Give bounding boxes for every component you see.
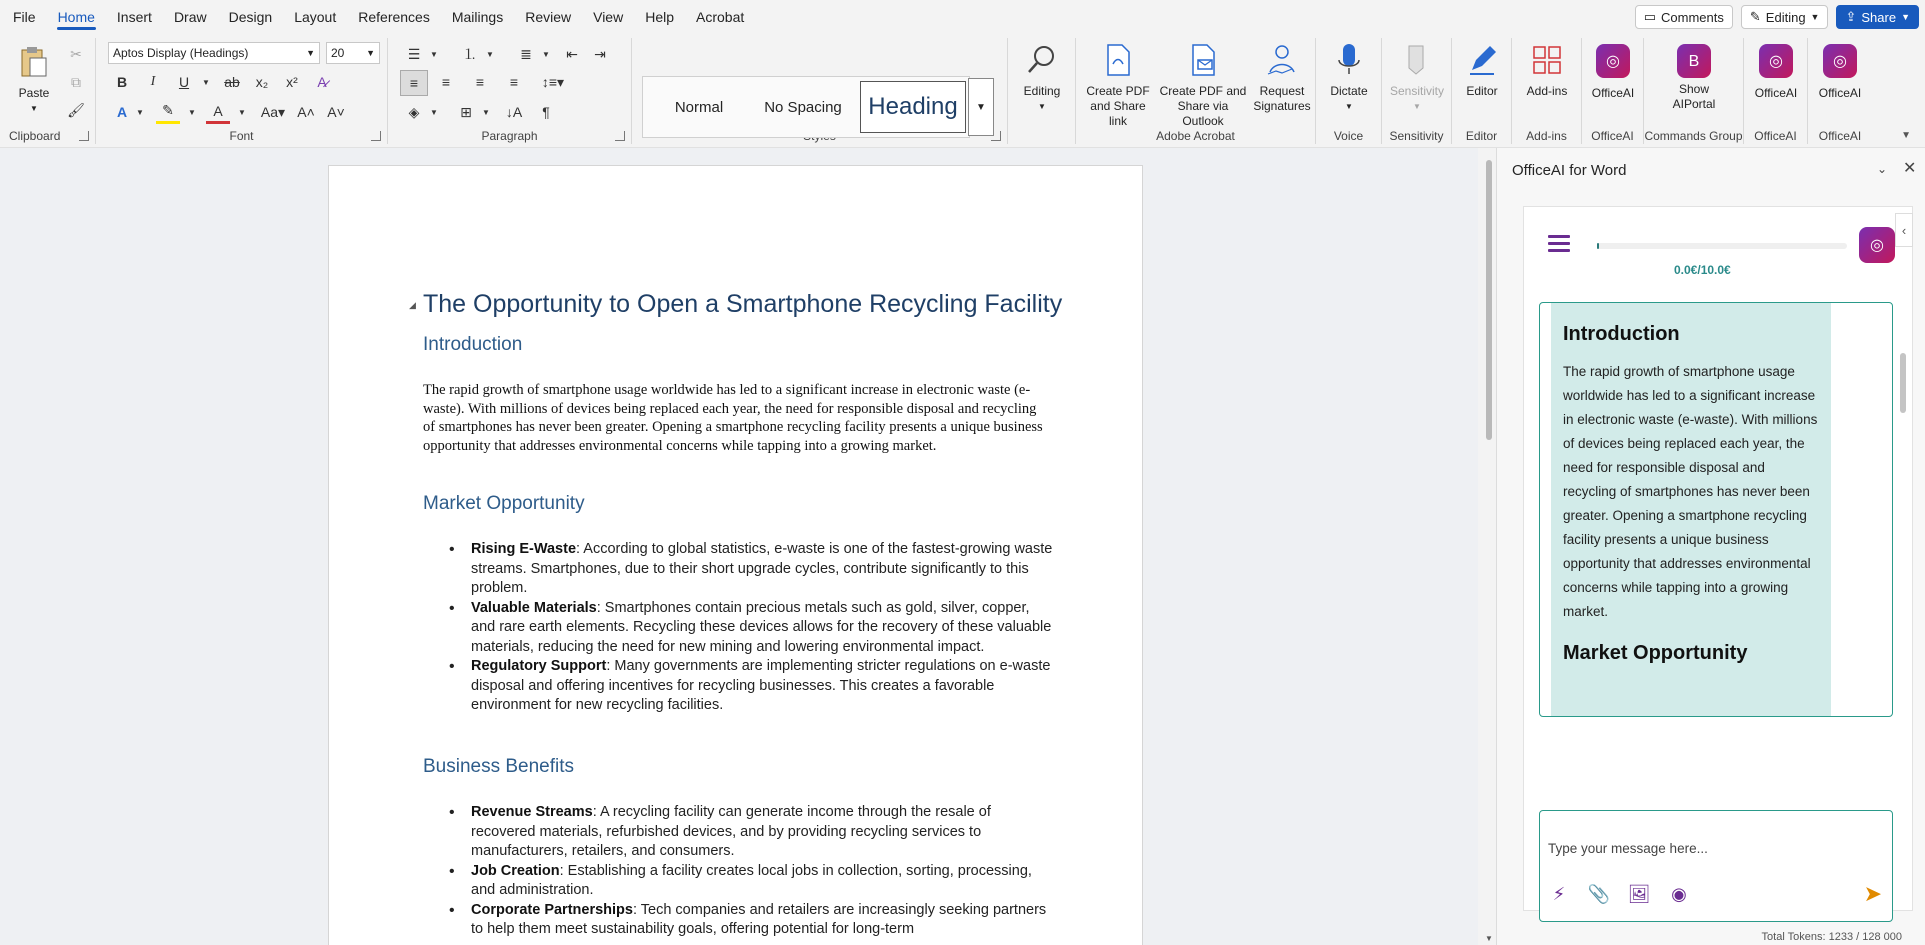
borders-icon[interactable]: ⊞ — [460, 103, 472, 120]
business-list — [423, 803, 1053, 940]
credit-progress-bar — [1597, 243, 1847, 249]
list-item: • Corporate Partnerships: Tech companies and retailers are increasingly seeking partners to help them meet sustainability goals, offering potential for long-term — [423, 901, 1053, 940]
bold-icon[interactable]: B — [116, 74, 128, 90]
chat-heading: Introduction — [1563, 323, 1680, 345]
text-effects-icon[interactable]: A — [116, 104, 128, 120]
menu-draw[interactable]: Draw — [173, 9, 207, 25]
chevron-down-icon: ▼ — [1810, 12, 1820, 22]
editing-group — [1008, 38, 1076, 144]
chevron-down-icon[interactable]: ▼ — [486, 49, 494, 59]
superscript-icon[interactable]: x² — [286, 74, 298, 90]
strikethrough-icon[interactable]: ab — [224, 74, 240, 90]
chat-message — [1551, 302, 1831, 717]
chevron-down-icon: ▼ — [1413, 102, 1421, 111]
officeai-pane — [1496, 148, 1925, 945]
chevron-down-icon: ▼ — [1038, 102, 1046, 111]
font-size-combo[interactable]: 20 ▼ — [326, 42, 380, 64]
pilcrow-icon[interactable]: ¶ — [542, 104, 550, 120]
chevron-down-icon[interactable]: ▼ — [430, 107, 438, 117]
menu-mailings[interactable]: Mailings — [451, 9, 504, 25]
editor-pen-icon — [1464, 42, 1500, 78]
format-painter-icon[interactable]: 🖌 — [67, 101, 85, 118]
menu-bar — [0, 0, 1925, 34]
chat-scrollbar-thumb[interactable] — [1900, 353, 1906, 413]
copy-icon[interactable]: ⧉ — [71, 73, 81, 90]
officeai-button-3[interactable]: ◎ OfficeAI — [1812, 44, 1868, 101]
cut-icon[interactable]: ✂ — [70, 45, 82, 62]
chevron-down-icon: ▼ — [1345, 102, 1353, 111]
document-title: The Opportunity to Open a Smartphone Recycling Facility — [423, 290, 1063, 318]
chat-paragraph: The rapid growth of smartphone usage worldwide has led to a significant increase in electronic waste (e-waste). With millions of devices being replaced each year, the need for responsible disposal and recycling of smartphones has never been greater. Opening a smartphone recycling facility presents a unique business opportunity that addresses environmental concerns while tapping into a growing market. — [1563, 364, 1818, 619]
officeai-logo-icon: ◎ — [1596, 44, 1630, 78]
editing-button[interactable]: Editing ▼ — [1018, 42, 1066, 114]
token-counter: Total Tokens: 1233 / 128 000 — [1761, 931, 1902, 943]
editor-button[interactable]: Editor — [1458, 42, 1506, 99]
business-heading: Business Benefits — [423, 756, 575, 777]
underline-icon[interactable]: U — [178, 74, 190, 90]
dictate-button[interactable]: Dictate ▼ — [1322, 42, 1376, 114]
credit-progress-fill — [1597, 243, 1599, 249]
collapse-heading-icon[interactable]: ◢ — [409, 300, 416, 310]
clear-formatting-icon[interactable]: A̷ — [317, 74, 327, 90]
font-launcher-icon[interactable] — [371, 131, 381, 141]
menu-view[interactable]: View — [593, 9, 624, 25]
ribbon-collapse-icon[interactable]: ▼ — [1901, 130, 1911, 141]
menu-acrobat[interactable]: Acrobat — [696, 9, 745, 25]
menu-home[interactable]: Home — [47, 0, 106, 34]
close-icon[interactable]: ✕ — [1903, 160, 1917, 177]
chevron-down-icon[interactable]: ▼ — [136, 107, 144, 117]
market-heading: Market Opportunity — [423, 493, 585, 514]
list-item: • Valuable Materials: Smartphones contain precious metals such as gold, silver, copper, and rare earth elements. Recycling these devices allows for the recovery of these valuable materials, reducing the need for new mining and lowering environmental impact. — [423, 599, 1053, 658]
pdf-mail-icon — [1185, 42, 1221, 78]
aiportal-logo-icon: B — [1677, 44, 1711, 78]
styles-gallery — [642, 76, 970, 138]
officeai-button-1[interactable]: ◎ OfficeAI — [1586, 44, 1640, 101]
style-no-spacing[interactable]: No Spacing — [764, 98, 842, 116]
menu-references[interactable]: References — [358, 9, 430, 25]
show-aiportal-button[interactable]: B Show AIPortal — [1664, 44, 1724, 112]
chevron-down-icon[interactable]: ▼ — [542, 49, 550, 59]
list-item: • Job Creation: Establishing a facility creates local jobs in collection, sorting, processing, and administration. — [423, 862, 1053, 901]
line-spacing-icon[interactable]: ↕≡▾ — [541, 73, 565, 90]
style-heading[interactable]: Heading — [860, 81, 966, 133]
hamburger-menu-icon[interactable] — [1548, 235, 1570, 253]
sensitivity-icon — [1399, 42, 1435, 78]
chevron-down-icon[interactable]: ▼ — [430, 49, 438, 59]
share-icon: ⇪ — [1845, 9, 1857, 24]
clipboard-launcher-icon[interactable] — [79, 131, 89, 141]
officeai-group-2: ◎ OfficeAI OfficeAI — [1744, 38, 1808, 144]
editor-group: Editor Editor — [1452, 38, 1512, 144]
highlight-icon[interactable]: ✎ — [156, 100, 180, 124]
addins-grid-icon — [1529, 42, 1565, 78]
pdf-link-icon — [1100, 42, 1136, 78]
chevron-down-icon: ▼ — [1901, 12, 1910, 22]
chevron-down-icon[interactable]: ▼ — [188, 107, 196, 117]
sort-icon[interactable]: ↓A — [505, 104, 523, 120]
signature-icon — [1264, 42, 1300, 78]
pane-title: OfficeAI for Word — [1512, 162, 1627, 179]
microphone-icon — [1331, 42, 1367, 78]
shrink-font-icon[interactable]: A˅ — [327, 104, 345, 120]
officeai-logo-icon: ◎ — [1859, 227, 1895, 263]
comment-icon: ▭ — [1643, 9, 1657, 24]
scrollbar-thumb[interactable] — [1486, 160, 1492, 440]
officeai-group-3: ◎ OfficeAI OfficeAI — [1808, 38, 1872, 144]
send-icon[interactable]: ➤ — [1863, 881, 1882, 906]
list-item: • Revenue Streams: A recycling facility can generate income through the resale of recovered materials, refurbished devices, and by providing recycling services to manufacturers, retailers, and consumers. — [423, 803, 1053, 862]
style-normal[interactable]: Normal — [674, 98, 724, 116]
grow-font-icon[interactable]: A˄ — [297, 104, 315, 120]
search-icon — [1024, 42, 1060, 78]
addins-button[interactable]: Add-ins — [1518, 42, 1576, 99]
comments-button[interactable]: ▭ Comments — [1635, 5, 1733, 29]
menu-file[interactable]: File — [13, 9, 36, 25]
document-page[interactable] — [328, 165, 1143, 945]
share-button[interactable]: ⇪ Share ▼ — [1836, 5, 1919, 29]
addins-group: Add-ins Add-ins — [1512, 38, 1582, 144]
paste-button[interactable]: Paste ▼ — [12, 44, 56, 116]
paragraph-group: ☰ ▼ ⒈ ▼ ≣ ▼ ⇤ ⇥ ≡ ≡ ≡ ≡ ↕≡▾ ◈ ▼ ⊞ ▼ ↓A ¶ Paragraph — [388, 38, 632, 144]
multilevel-list-icon[interactable]: ≣ — [520, 45, 532, 62]
cost-label: 0.0€/10.0€ — [1674, 263, 1731, 277]
menu-layout[interactable]: Layout — [294, 9, 337, 25]
chat-response-box[interactable] — [1539, 302, 1893, 717]
document-scrollbar[interactable] — [1483, 148, 1495, 945]
align-center-icon[interactable]: ≡ — [441, 74, 451, 90]
list-item: • Regulatory Support: Many governments are implementing stricter regulations on e-waste disposal and offering incentives for recycling businesses. This creates a favorable environment for new recycling facilities. — [423, 657, 1053, 716]
acrobat-group: Create PDF and Share link Create PDF and Share via Outlook Request Signatures Adobe Acrobat — [1076, 38, 1316, 144]
justify-icon[interactable]: ≡ — [509, 74, 519, 90]
subscript-icon[interactable]: x₂ — [255, 74, 269, 90]
styles-expand-button[interactable] — [968, 78, 994, 136]
change-case-icon[interactable]: Aa▾ — [260, 103, 286, 120]
document-area — [0, 148, 1478, 945]
decrease-indent-icon[interactable]: ⇤ — [566, 45, 578, 62]
chat-heading-2: Market Opportunity — [1563, 642, 1748, 664]
paragraph-launcher-icon[interactable] — [615, 131, 625, 141]
officeai-button-2[interactable]: ◎ OfficeAI — [1748, 44, 1804, 101]
menu-review[interactable]: Review — [525, 9, 572, 25]
market-list — [423, 540, 1053, 716]
sensitivity-group: Sensitivity ▼ Sensitivity — [1382, 38, 1452, 144]
font-color-icon[interactable]: A — [206, 100, 230, 124]
editing-mode-button[interactable]: ✎ Editing ▼ — [1741, 5, 1829, 29]
menu-insert[interactable]: Insert — [116, 9, 152, 25]
attach-icon[interactable]: 📎 — [1587, 883, 1611, 904]
chevron-down-icon: ▼ — [306, 48, 315, 58]
intro-heading: Introduction — [423, 334, 523, 355]
chevron-down-icon: ▼ — [30, 104, 38, 113]
font-name-combo[interactable]: Aptos Display (Headings) ▼ — [108, 42, 320, 64]
chevron-down-icon[interactable]: ▼ — [238, 107, 246, 117]
chevron-down-icon[interactable]: ▼ — [482, 107, 490, 117]
clipboard-group: Paste ▼ ✂ ⧉ 🖌 Clipboard — [0, 38, 96, 144]
pencil-icon: ✎ — [1749, 9, 1761, 24]
scroll-down-icon[interactable]: ▼ — [1485, 934, 1493, 943]
intro-paragraph: The rapid growth of smartphone usage worldwide has led to a significant increase in electronic waste (e-waste). With millions of devices being replaced each year, the need for responsible disposal and recycling of smartphones has never been greater. Opening a smartphone recycling facility presents a unique business opportunity that addresses environmental concerns while tapping into a growing market. — [423, 382, 1043, 454]
font-group: Aptos Display (Headings) ▼ 20 ▼ B I U ▼ ab x₂ x² A̷ A ▼ ✎ ▼ A ▼ Aa▾ A˄ A˅ Font — [96, 38, 388, 144]
chevron-down-icon: ▼ — [976, 101, 986, 113]
create-pdf-share-link-button[interactable]: Create PDF and Share link — [1080, 42, 1156, 129]
officeai-panel — [1523, 206, 1913, 943]
request-signatures-button[interactable]: Request Signatures — [1250, 42, 1314, 114]
shading-icon[interactable]: ◈ — [408, 103, 420, 120]
officeai-group-1: ◎ OfficeAI OfficeAI — [1582, 38, 1644, 144]
pane-options-icon[interactable]: ⌄ — [1877, 162, 1888, 176]
align-left-icon[interactable]: ≡ — [400, 70, 428, 96]
message-input[interactable] — [1539, 810, 1893, 922]
commands-group: B Show AIPortal Commands Group — [1644, 38, 1744, 144]
bullets-icon[interactable]: ☰ — [407, 45, 421, 62]
menu-design[interactable]: Design — [228, 9, 273, 25]
lightning-icon[interactable]: ⚡ — [1552, 883, 1566, 904]
align-right-icon[interactable]: ≡ — [475, 74, 485, 90]
chevron-down-icon: ▼ — [366, 48, 375, 58]
chevron-down-icon[interactable]: ▼ — [202, 77, 210, 87]
ribbon — [0, 34, 1925, 148]
brain-icon[interactable]: ◉ — [1671, 883, 1687, 904]
officeai-logo-icon: ◎ — [1759, 44, 1793, 78]
list-item: • Rising E-Waste: According to global statistics, e-waste is one of the fastest-growing waste streams. Smartphones, due to their short upgrade cycles, contribute significantly to this problem. — [423, 540, 1053, 599]
voice-group: Dictate ▼ Voice — [1316, 38, 1382, 144]
increase-indent-icon[interactable]: ⇥ — [594, 45, 606, 62]
collapse-panel-icon[interactable]: ‹ — [1895, 213, 1913, 247]
menu-help[interactable]: Help — [645, 9, 674, 25]
paste-icon — [16, 44, 52, 80]
officeai-logo-icon: ◎ — [1823, 44, 1857, 78]
numbering-icon[interactable]: ⒈ — [463, 46, 477, 62]
sensitivity-button[interactable]: Sensitivity ▼ — [1386, 42, 1448, 114]
image-icon[interactable]: 🖼 — [1627, 883, 1651, 904]
create-pdf-outlook-button[interactable]: Create PDF and Share via Outlook — [1156, 42, 1250, 129]
message-placeholder: Type your message here... — [1548, 841, 1708, 856]
italic-icon[interactable]: I — [150, 74, 156, 89]
